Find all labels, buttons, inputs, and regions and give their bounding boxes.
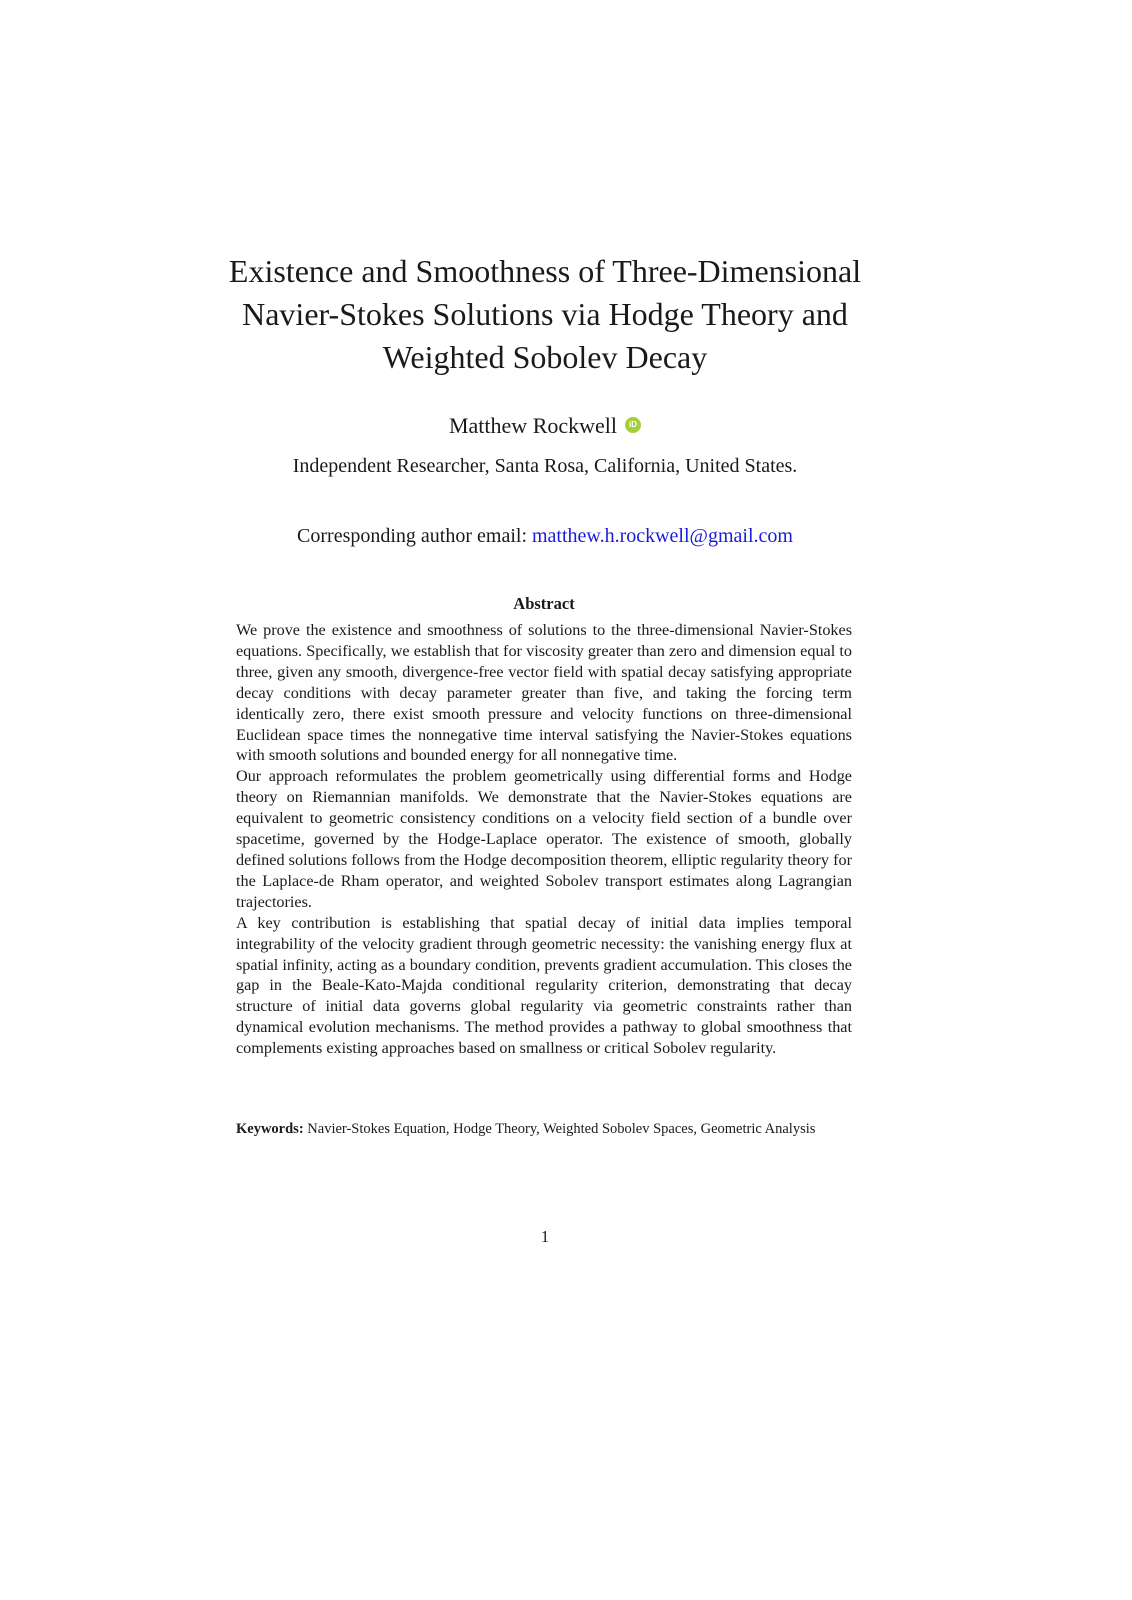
author-line — [200, 412, 890, 440]
keywords-text: Navier-Stokes Equation, Hodge Theory, Weighted Sobolev Spaces, Geometric Analysis — [307, 1121, 816, 1137]
title-line: Navier-Stokes Solutions via Hodge Theory and — [242, 296, 848, 332]
author-name: Matthew Rockwell — [448, 413, 618, 438]
keywords — [236, 1120, 852, 1138]
corresponding-label: Corresponding author email: — [297, 525, 527, 547]
abstract-paragraph: Our approach reformulates the problem geometrically using differential forms and Hodge theory on Riemannian manifolds. We demonstrate that the Navier-Stokes equations are equivalent to geometric consistency conditions on a velocity field section of a bundle over spacetime, governed by the Hodge-Laplace operator. The existence of smooth, globally defined solutions follows from the Hodge decomposition theorem, elliptic regularity theory for the Laplace-de Rham operator, and weighted Sobolev transport estimates along Lagrangian trajectories. — [236, 767, 852, 911]
corresponding-author — [200, 523, 890, 549]
keywords-label: Keywords: — [236, 1121, 304, 1137]
title-line: Weighted Sobolev Decay — [382, 339, 708, 375]
abstract-paragraph: A key contribution is establishing that spatial decay of initial data implies temporal integrability of the velocity gradient through geometric necessity: the vanishing energy flux at spatial infinity, acting as a boundary condition, prevents gradient accumulation. This closes the gap in the Beale-Kato-Majda conditional regularity criterion, demonstrating that decay structure of initial data governs global regularity via geometric constraints rather than dynamical evolution mechanisms. The method provides a pathway to global smoothness that complements existing approaches based on smallness or critical Sobolev regularity. — [236, 913, 852, 1058]
corresponding-email-link[interactable]: matthew.h.rockwell@gmail.com — [532, 525, 793, 547]
affiliation: Independent Researcher, Santa Rosa, California, United States. — [292, 455, 798, 477]
abstract-heading: Abstract — [513, 594, 575, 613]
page-number: 1 — [540, 1227, 550, 1246]
title-line: Existence and Smoothness of Three-Dimensional — [228, 253, 862, 289]
orcid-icon[interactable]: iD — [625, 417, 641, 433]
paper-title — [200, 250, 890, 379]
abstract-body — [236, 620, 852, 1059]
abstract-paragraph: We prove the existence and smoothness of solutions to the three-dimensional Navier-Stokes equations. Specifically, we establish that for viscosity greater than zero and dimension equal to three, given any smooth, divergence-free vector field with spatial decay satisfying appropriate decay conditions with decay parameter greater than five, and taking the forcing term identically zero, there exist smooth pressure and velocity functions on three-dimensional Euclidean space times the nonnegative time interval satisfying the Navier-Stokes equations with smooth solutions and bounded energy for all nonnegative time. — [236, 621, 852, 765]
